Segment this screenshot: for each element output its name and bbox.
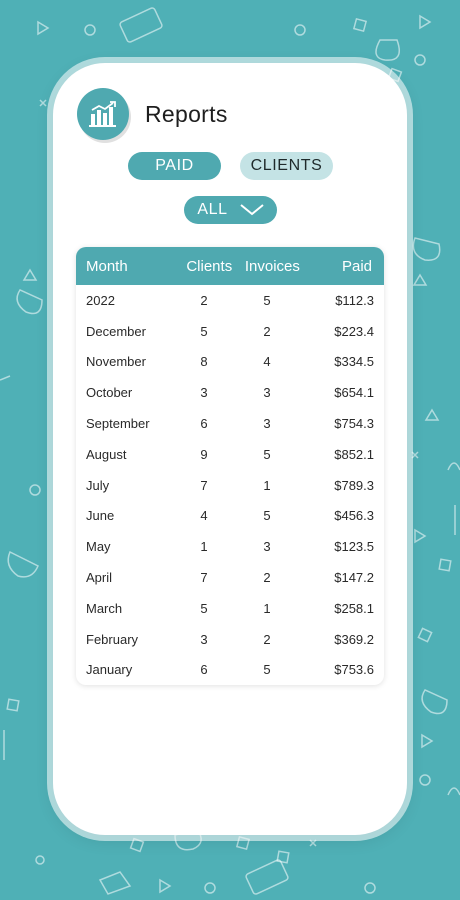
cell-paid: $456.3 xyxy=(334,508,374,524)
cell-paid: $369.2 xyxy=(334,631,374,647)
table-row[interactable] xyxy=(76,531,384,562)
cell-paid: $654.1 xyxy=(334,385,374,401)
cell-invoices: 4 xyxy=(263,354,271,370)
cell-month: July xyxy=(86,477,110,493)
cell-clients: 1 xyxy=(200,539,208,555)
cell-clients: 7 xyxy=(200,477,208,493)
cell-clients: 6 xyxy=(200,662,208,678)
table-row[interactable] xyxy=(76,377,384,408)
bar-chart-icon xyxy=(77,88,129,140)
table-header xyxy=(76,247,384,285)
cell-invoices: 3 xyxy=(263,385,271,401)
cell-paid: $754.3 xyxy=(334,416,374,432)
cell-paid: $258.1 xyxy=(334,600,374,616)
cell-paid: $223.4 xyxy=(334,323,374,339)
cell-clients: 2 xyxy=(200,292,208,308)
table-row[interactable] xyxy=(76,316,384,347)
cell-invoices: 3 xyxy=(263,416,271,432)
table-row[interactable] xyxy=(76,439,384,470)
page-title: Reports xyxy=(145,100,228,127)
cell-month: June xyxy=(86,508,115,524)
cell-invoices: 5 xyxy=(263,508,271,524)
cell-month: October xyxy=(86,385,133,401)
header xyxy=(77,87,228,141)
cell-paid: $789.3 xyxy=(334,477,374,493)
cell-invoices: 1 xyxy=(263,477,271,493)
table-row[interactable] xyxy=(76,624,384,655)
cell-clients: 5 xyxy=(200,600,208,616)
phone-frame xyxy=(53,63,407,835)
cell-invoices: 2 xyxy=(263,323,271,339)
table-row[interactable] xyxy=(76,408,384,439)
column-header-invoices[interactable]: Invoices xyxy=(244,257,300,275)
cell-invoices: 3 xyxy=(263,539,271,555)
table-row[interactable] xyxy=(76,501,384,532)
cell-month: September xyxy=(86,416,150,432)
table-row[interactable] xyxy=(76,562,384,593)
cell-clients: 9 xyxy=(200,446,208,462)
cell-paid: $123.5 xyxy=(334,539,374,555)
cell-paid: $147.2 xyxy=(334,570,374,586)
cell-paid: $112.3 xyxy=(335,292,374,308)
period-dropdown[interactable] xyxy=(184,196,277,224)
cell-month: December xyxy=(86,323,146,339)
cell-invoices: 5 xyxy=(263,662,271,678)
cell-month: 2022 xyxy=(86,292,115,308)
cell-clients: 5 xyxy=(200,323,208,339)
cell-clients: 6 xyxy=(200,416,208,432)
table-body xyxy=(76,285,384,685)
period-dropdown-label: ALL xyxy=(197,201,228,218)
table-row[interactable] xyxy=(76,285,384,316)
cell-month: March xyxy=(86,600,123,616)
table-row[interactable] xyxy=(76,347,384,378)
cell-month: May xyxy=(86,539,111,555)
cell-clients: 3 xyxy=(200,385,208,401)
cell-clients: 7 xyxy=(200,570,208,586)
paid-filter-button[interactable]: PAID xyxy=(128,152,221,180)
cell-month: November xyxy=(86,354,146,370)
clients-filter-button[interactable]: CLIENTS xyxy=(240,152,333,180)
table-row[interactable] xyxy=(76,655,384,685)
reports-table xyxy=(76,247,384,685)
column-header-paid[interactable]: Paid xyxy=(341,257,372,275)
cell-invoices: 5 xyxy=(263,292,271,308)
cell-clients: 8 xyxy=(200,354,208,370)
cell-clients: 4 xyxy=(200,508,208,524)
cell-invoices: 1 xyxy=(263,600,271,616)
cell-month: February xyxy=(86,631,139,647)
cell-invoices: 2 xyxy=(263,631,271,647)
cell-month: April xyxy=(86,570,113,586)
column-header-month[interactable]: Month xyxy=(86,257,128,275)
cell-paid: $334.5 xyxy=(334,354,374,370)
table-row[interactable] xyxy=(76,593,384,624)
cell-invoices: 2 xyxy=(263,570,271,586)
column-header-clients[interactable]: Clients xyxy=(186,257,233,275)
chevron-down-icon xyxy=(240,204,264,216)
cell-invoices: 5 xyxy=(263,446,271,462)
cell-month: January xyxy=(86,662,133,678)
table-row[interactable] xyxy=(76,470,384,501)
cell-paid: $852.1 xyxy=(334,446,374,462)
cell-paid: $753.6 xyxy=(334,662,374,678)
cell-month: August xyxy=(86,446,127,462)
cell-clients: 3 xyxy=(200,631,208,647)
